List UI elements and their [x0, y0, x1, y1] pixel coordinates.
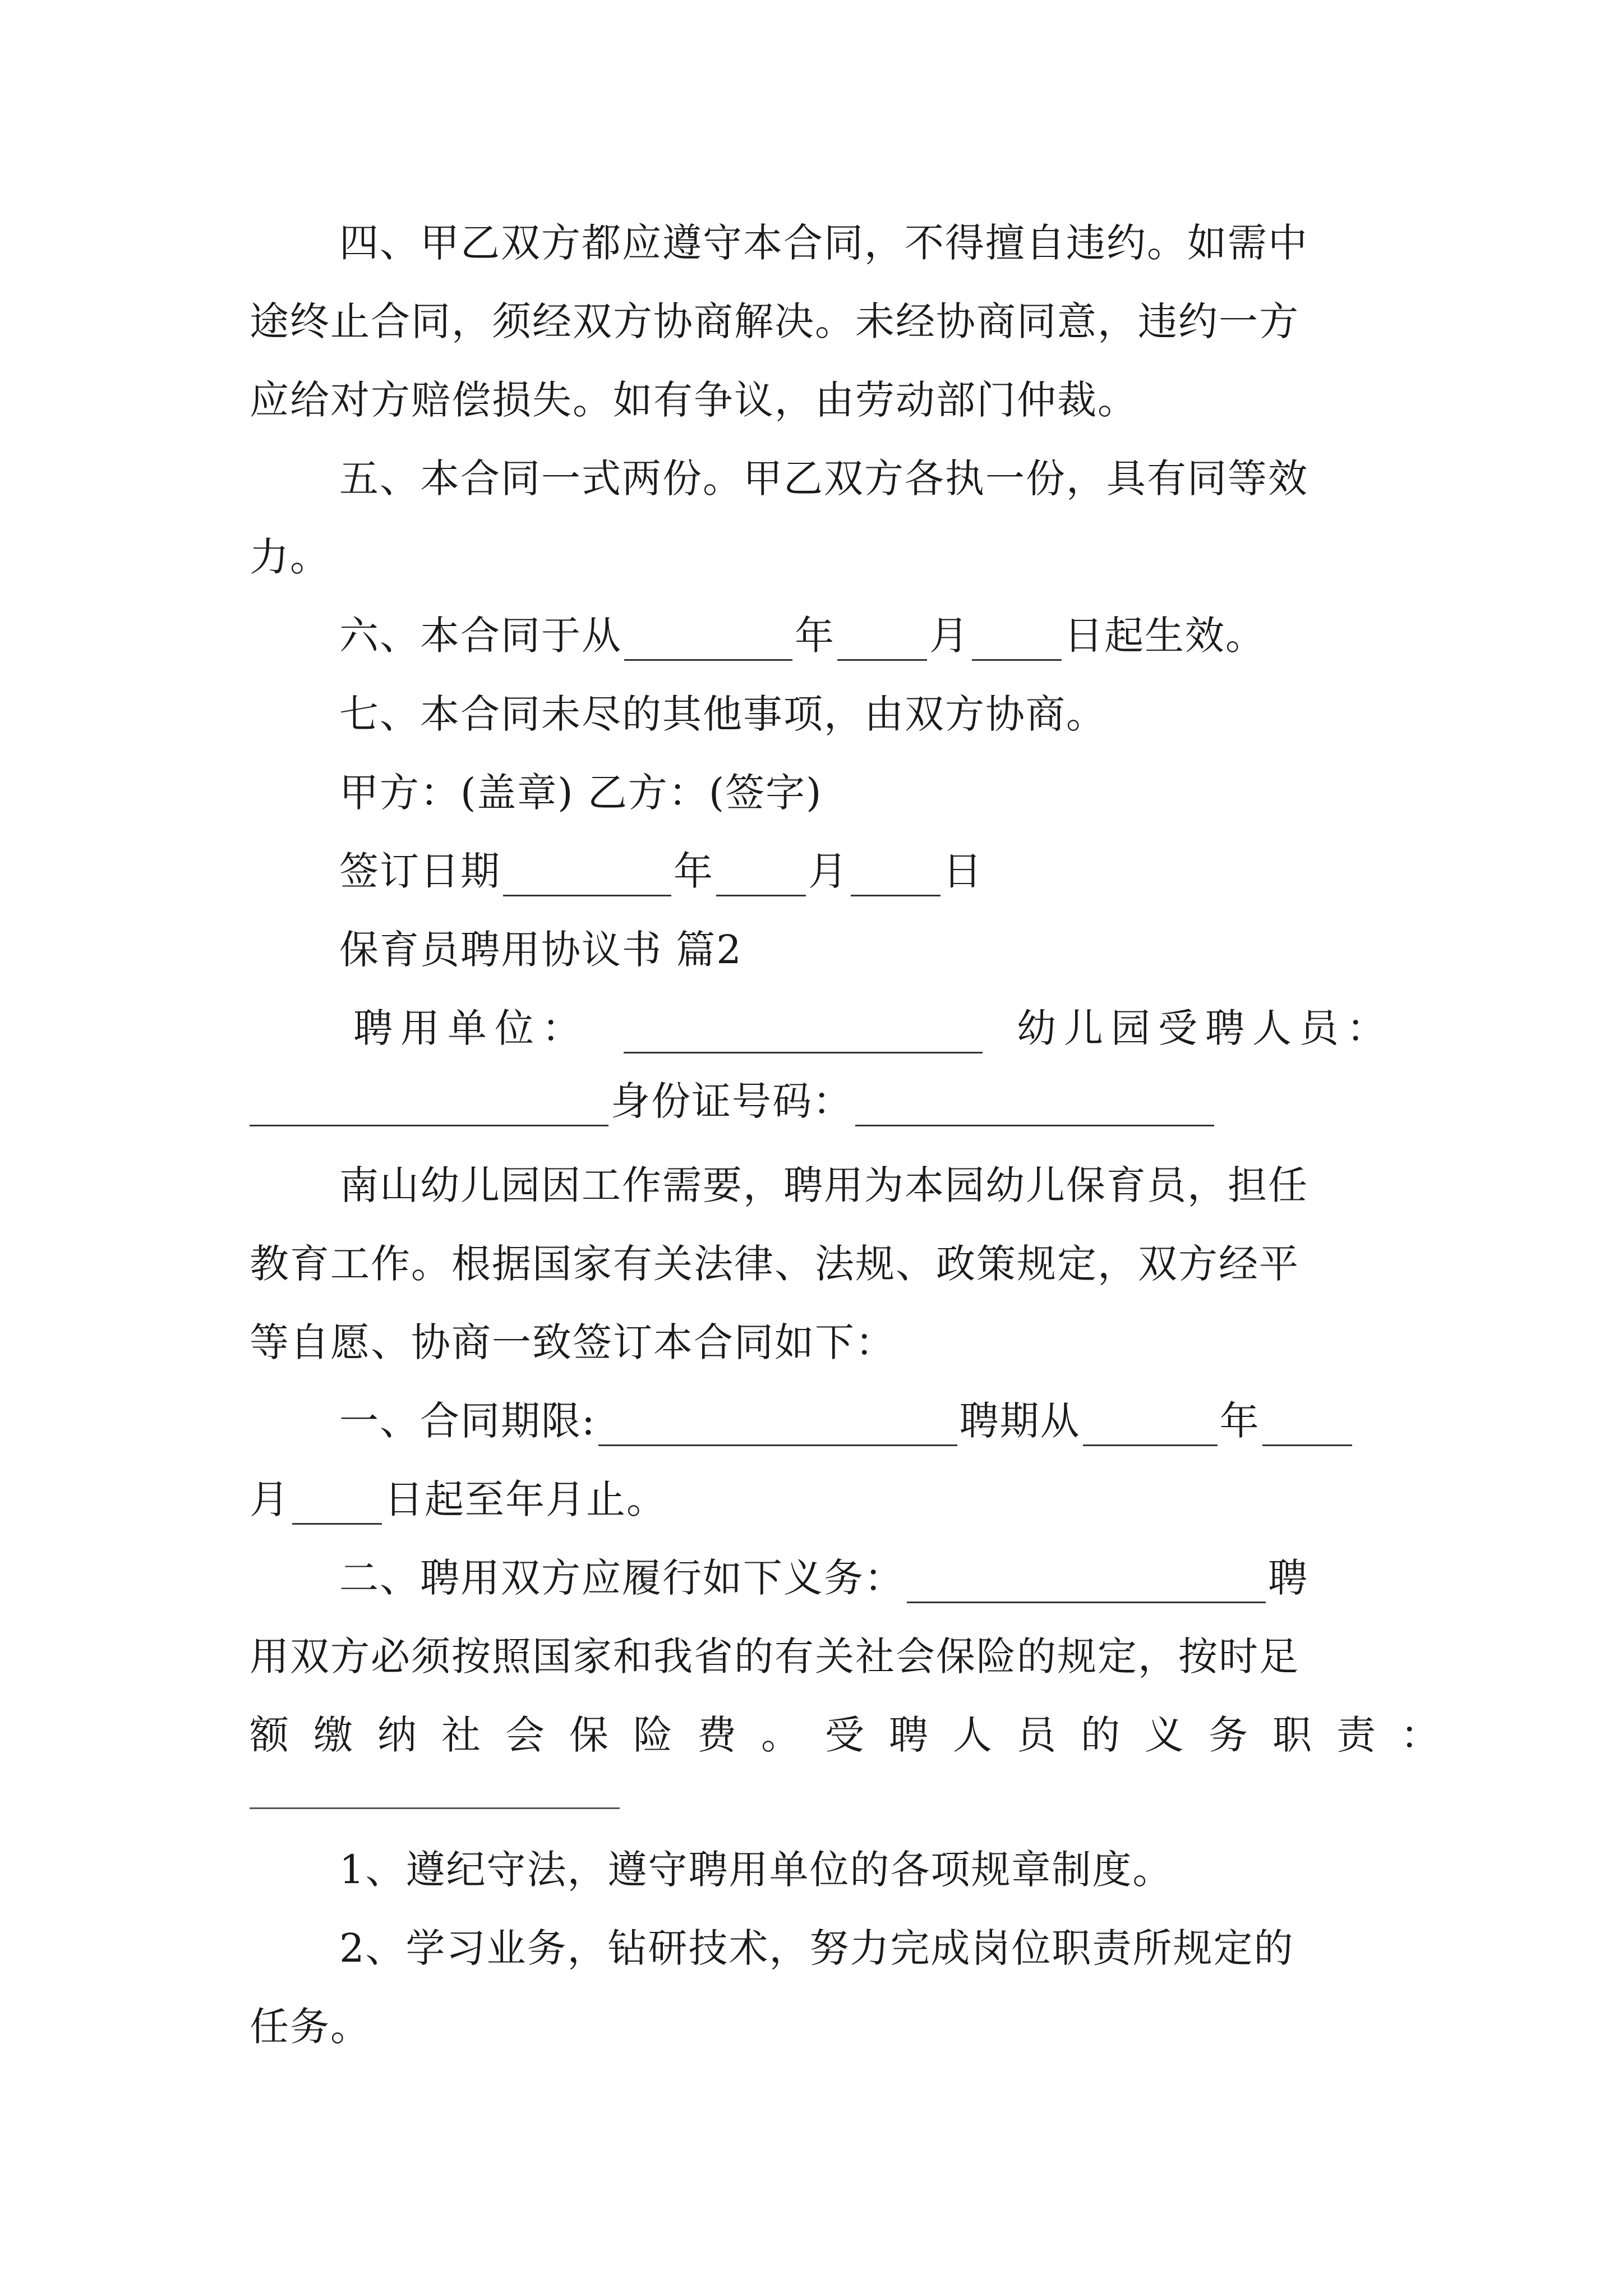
duty-line-2: 用双方必须按照国家和我省的有关社会保险的规定，按时足 — [250, 1634, 1299, 1680]
id-line — [250, 1076, 1394, 1126]
clause-5-line-2: 力。 — [250, 534, 330, 580]
id-number-blank[interactable] — [855, 1083, 1214, 1126]
duty-label: 二、聘用双方应履行如下义务： — [339, 1555, 905, 1601]
intro-line-3: 等自愿、协商一致签订本合同如下： — [250, 1319, 896, 1365]
duty-suffix: 聘 — [1268, 1555, 1308, 1601]
sign-year-blank[interactable] — [503, 853, 671, 896]
duty-line-3: 额缴纳社会保险费。受聘人员的义务职责： — [250, 1712, 1464, 1758]
item-1: 1、遵纪守法，遵守聘用单位的各项规章制度。 — [339, 1847, 1173, 1893]
item-2-line-2: 任务。 — [250, 2004, 371, 2050]
sign-date-month: 月 — [808, 848, 849, 894]
year-blank[interactable] — [624, 618, 792, 661]
sign-day-blank[interactable] — [851, 853, 940, 896]
clause-5-line-1: 五、本合同一式两份。甲乙双方各执一份，具有同等效 — [339, 455, 1308, 501]
term-label: 一、合同期限: — [339, 1398, 596, 1444]
sign-month-blank[interactable] — [716, 853, 806, 896]
term-year: 年 — [1219, 1398, 1260, 1444]
employee-label: 幼儿园受聘人员： — [1017, 1005, 1394, 1051]
employer-label: 聘用单位： — [353, 1005, 589, 1051]
employer-line — [353, 1003, 1394, 1053]
sign-date-line — [339, 846, 1394, 896]
duty-line-1 — [339, 1553, 1394, 1603]
term-blank[interactable] — [598, 1403, 957, 1446]
intro-line-1: 南山幼儿园因工作需要，聘用为本园幼儿保育员，担任 — [339, 1162, 1308, 1208]
clause-4-line-3: 应给对方赔偿损失。如有争议，由劳动部门仲裁。 — [250, 377, 1138, 423]
duty-blank-line[interactable] — [250, 1807, 620, 1809]
item-2-line-1: 2、学习业务，钻研技术，努力完成岗位职责所规定的 — [339, 1925, 1294, 1971]
term-month-blank[interactable] — [1262, 1403, 1352, 1446]
clause-6-suffix: 日起生效。 — [1064, 613, 1266, 659]
sign-date-year: 年 — [674, 848, 714, 894]
parties-line: 甲方：(盖章) 乙方：(签字) — [339, 770, 823, 816]
clause-6-month: 月 — [929, 613, 970, 659]
term-day-blank[interactable] — [292, 1481, 382, 1525]
clause-6-prefix: 六、本合同于从 — [339, 613, 622, 659]
clause-4-line-1: 四、甲乙双方都应遵守本合同，不得擅自违约。如需中 — [339, 220, 1308, 266]
clause-7: 七、本合同未尽的其他事项，由双方协商。 — [339, 691, 1106, 737]
term-year-blank[interactable] — [1083, 1403, 1218, 1446]
sign-date-day: 日 — [943, 848, 983, 894]
day-blank[interactable] — [972, 618, 1062, 661]
clause-4-line-2: 途终止合同，须经双方协商解决。未经协商同意，违约一方 — [250, 298, 1299, 344]
clause-6 — [339, 610, 1394, 661]
clause-6-year: 年 — [795, 613, 835, 659]
term-period-label: 聘期从 — [959, 1398, 1081, 1444]
section-heading: 保育员聘用协议书 篇2 — [339, 927, 743, 973]
month-blank[interactable] — [837, 618, 927, 661]
employer-blank[interactable] — [624, 1010, 983, 1053]
duty-blank[interactable] — [907, 1560, 1266, 1603]
term-month: 月 — [250, 1476, 290, 1522]
term-line-2 — [250, 1474, 1394, 1525]
term-line-1 — [339, 1396, 1394, 1446]
intro-line-2: 教育工作。根据国家有关法律、法规、政策规定，双方经平 — [250, 1241, 1299, 1287]
sign-date-label: 签订日期 — [339, 848, 501, 894]
employee-name-blank[interactable] — [250, 1083, 608, 1126]
term-suffix: 日起至年月止。 — [384, 1476, 667, 1522]
id-number-label: 身份证号码： — [611, 1078, 853, 1124]
